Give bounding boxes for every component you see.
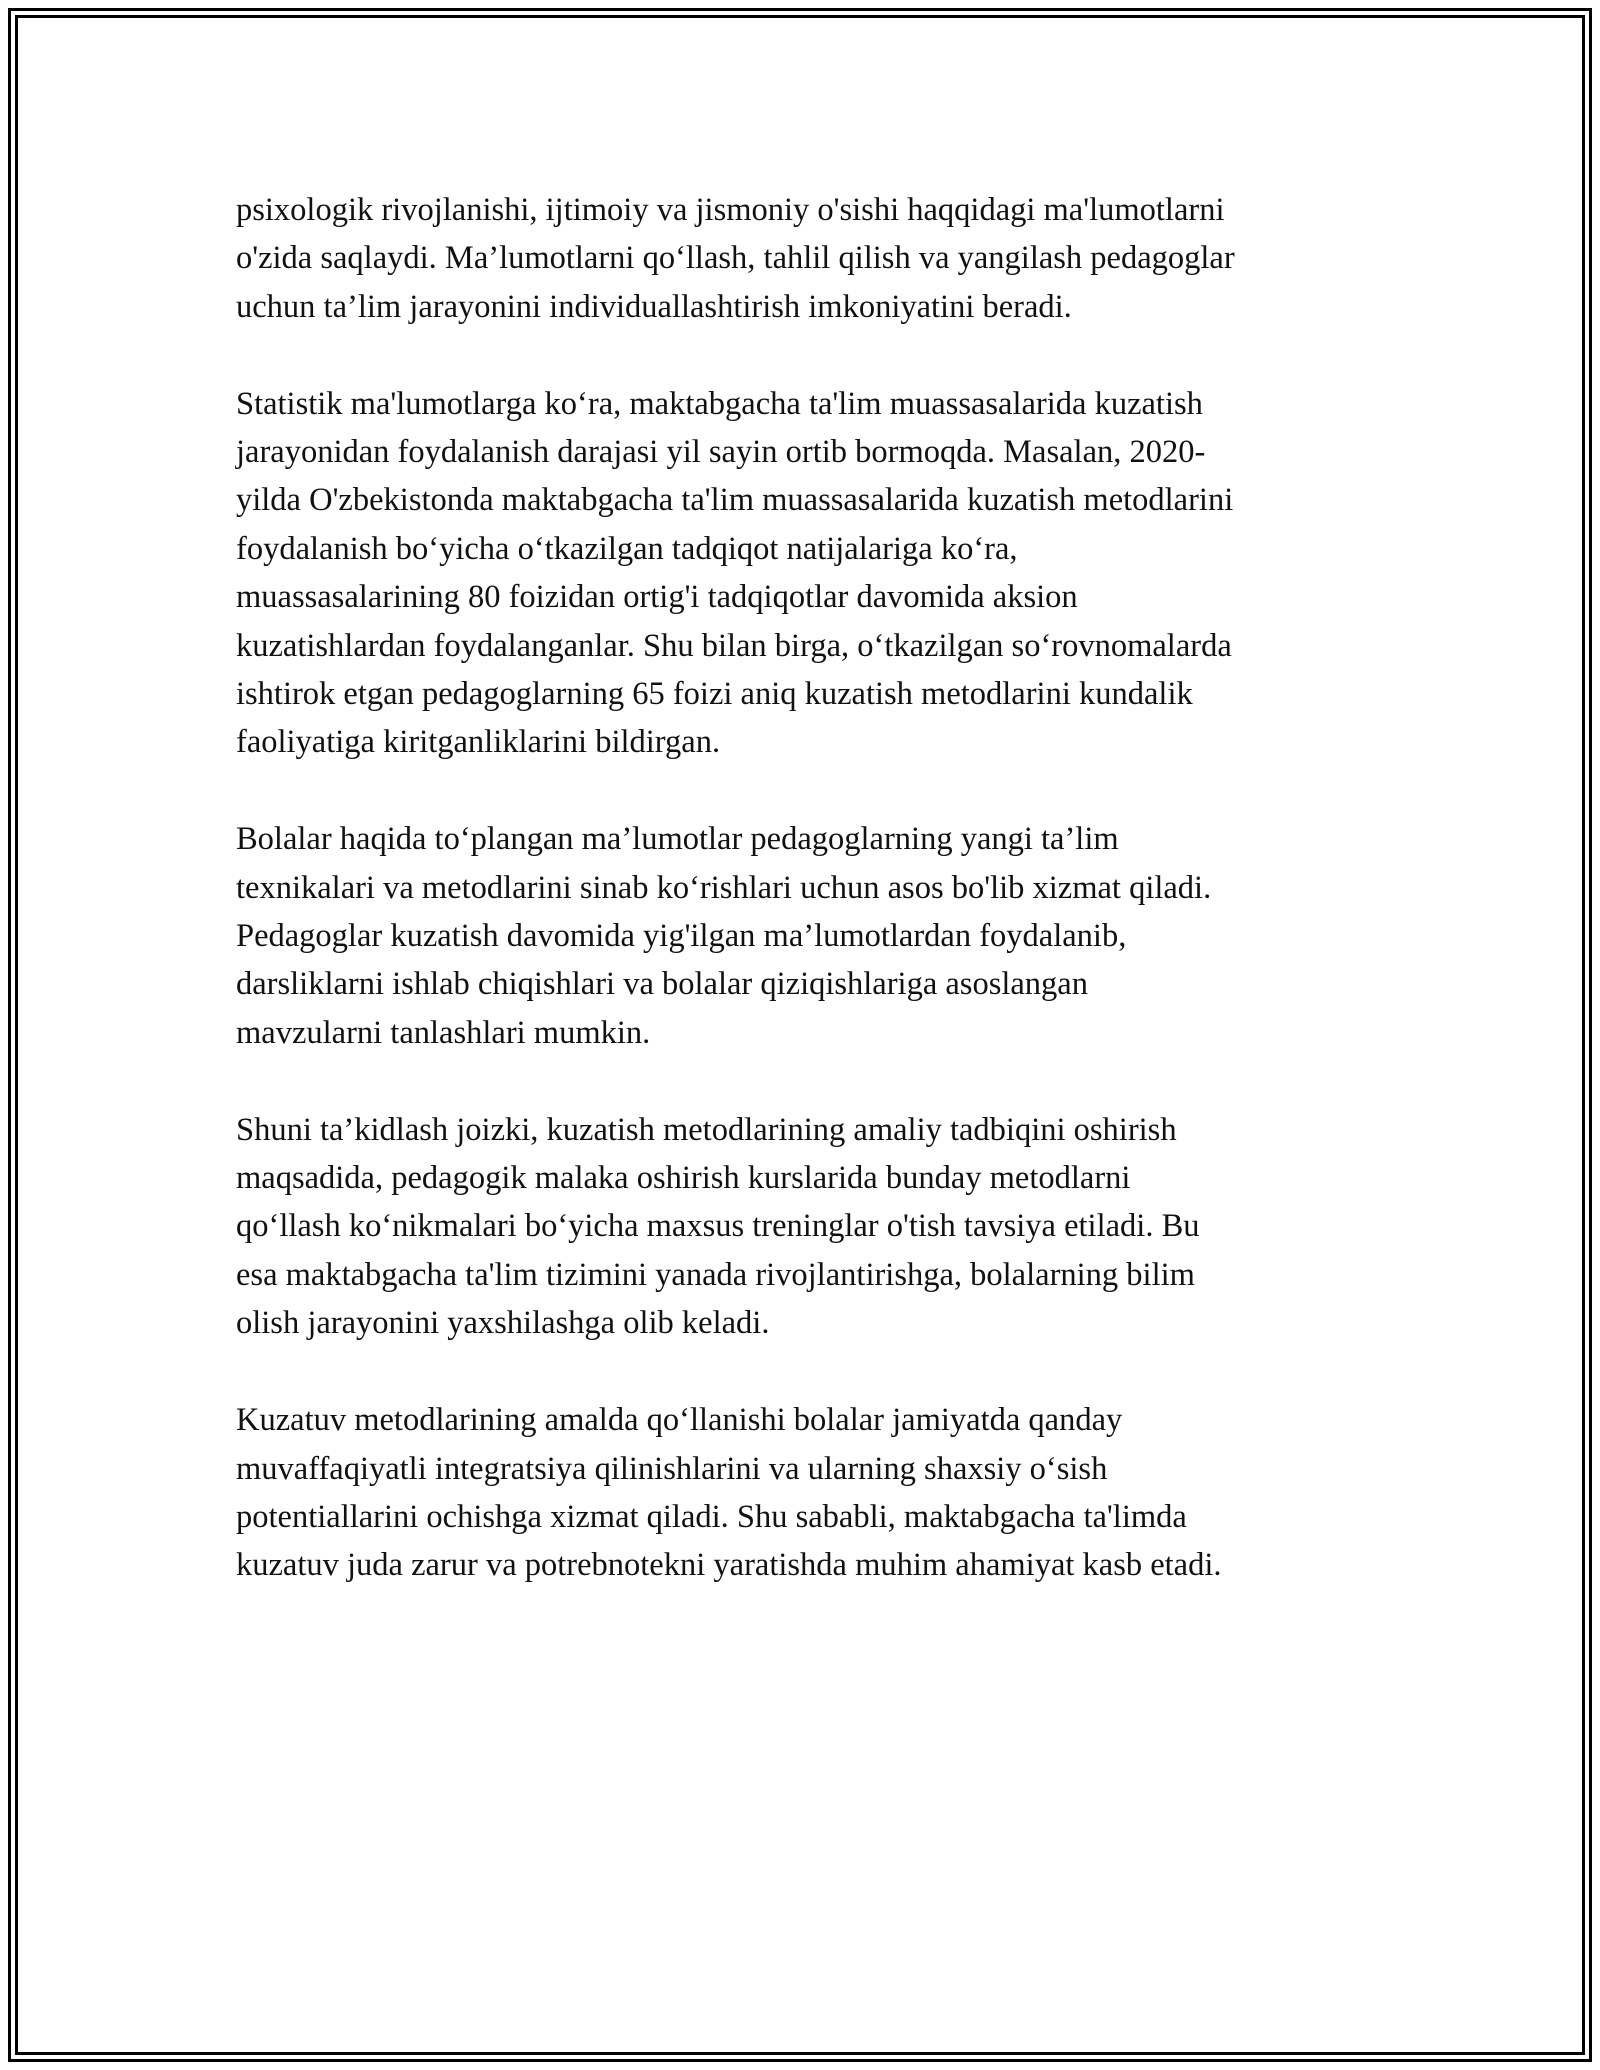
paragraph-2: Statistik ma'lumotlarga ko‘ra, maktabgacha ta'lim muassasalarida kuzatish jarayonidan foydalanish darajasi yil sayin ortib bormoqda. Masalan, 2020- yilda O'zbekistonda maktabgacha ta'lim muassasalarida kuzatish metodlarini foydalanish bo‘yicha o‘tkazilgan tadqiqot natijalariga ko‘ra, muassasalarining 80 foizidan ortig'i tadqiqotlar davomida aksion kuzatishlardan foydalanganlar. Shu bilan birga, o‘tkazilgan so‘rovnomalarda ishtirok etgan pedagoglarning 65 foizi aniq kuzatish metodlarini kundalik faoliyatiga kiritganliklarini bildirgan.: [236, 385, 1234, 761]
document-body: [236, 186, 1376, 1638]
paragraph-1: psixologik rivojlanishi, ijtimoiy va jismoniy o'sishi haqqidagi ma'lumotlarni o'zida saqlaydi. Ma’lumotlarni qo‘llash, tahlil qilish va yangilash pedagoglar uchun ta’lim jarayonini individuallashtirish imkoniyatini beradi.: [236, 192, 1235, 325]
paragraph-3: Bolalar haqida to‘plangan ma’lumotlar pedagoglarning yangi ta’lim texnikalari va metodlarini sinab ko‘rishlari uchun asos bo'lib xizmat qiladi. Pedagoglar kuzatish davomida yig'ilgan ma’lumotlardan foydalanib, darsliklarni ishlab chiqishlari va bolalar qiziqishlariga asoslangan mavzularni tanlashlari mumkin.: [236, 821, 1212, 1051]
paragraph-4: Shuni ta’kidlash joizki, kuzatish metodlarining amaliy tadbiqini oshirish maqsadida, pedagogik malaka oshirish kurslarida bunday metodlarni qo‘llash ko‘nikmalari bo‘yicha maxsus treninglar o'tish tavsiya etiladi. Bu esa maktabgacha ta'lim tizimini yanada rivojlantirishga, bolalarning bilim olish jarayonini yaxshilashga olib keladi.: [236, 1111, 1200, 1342]
paragraph-5: Kuzatuv metodlarining amalda qo‘llanishi bolalar jamiyatda qanday muvaffaqiyatli integratsiya qilinishlarini va ularning shaxsiy o‘sish potentiallarini ochishga xizmat qiladi. Shu sababli, maktabgacha ta'limda kuzatuv juda zarur va potrebnotekni yaratishda muhim ahamiyat kasb etadi.: [236, 1402, 1222, 1584]
